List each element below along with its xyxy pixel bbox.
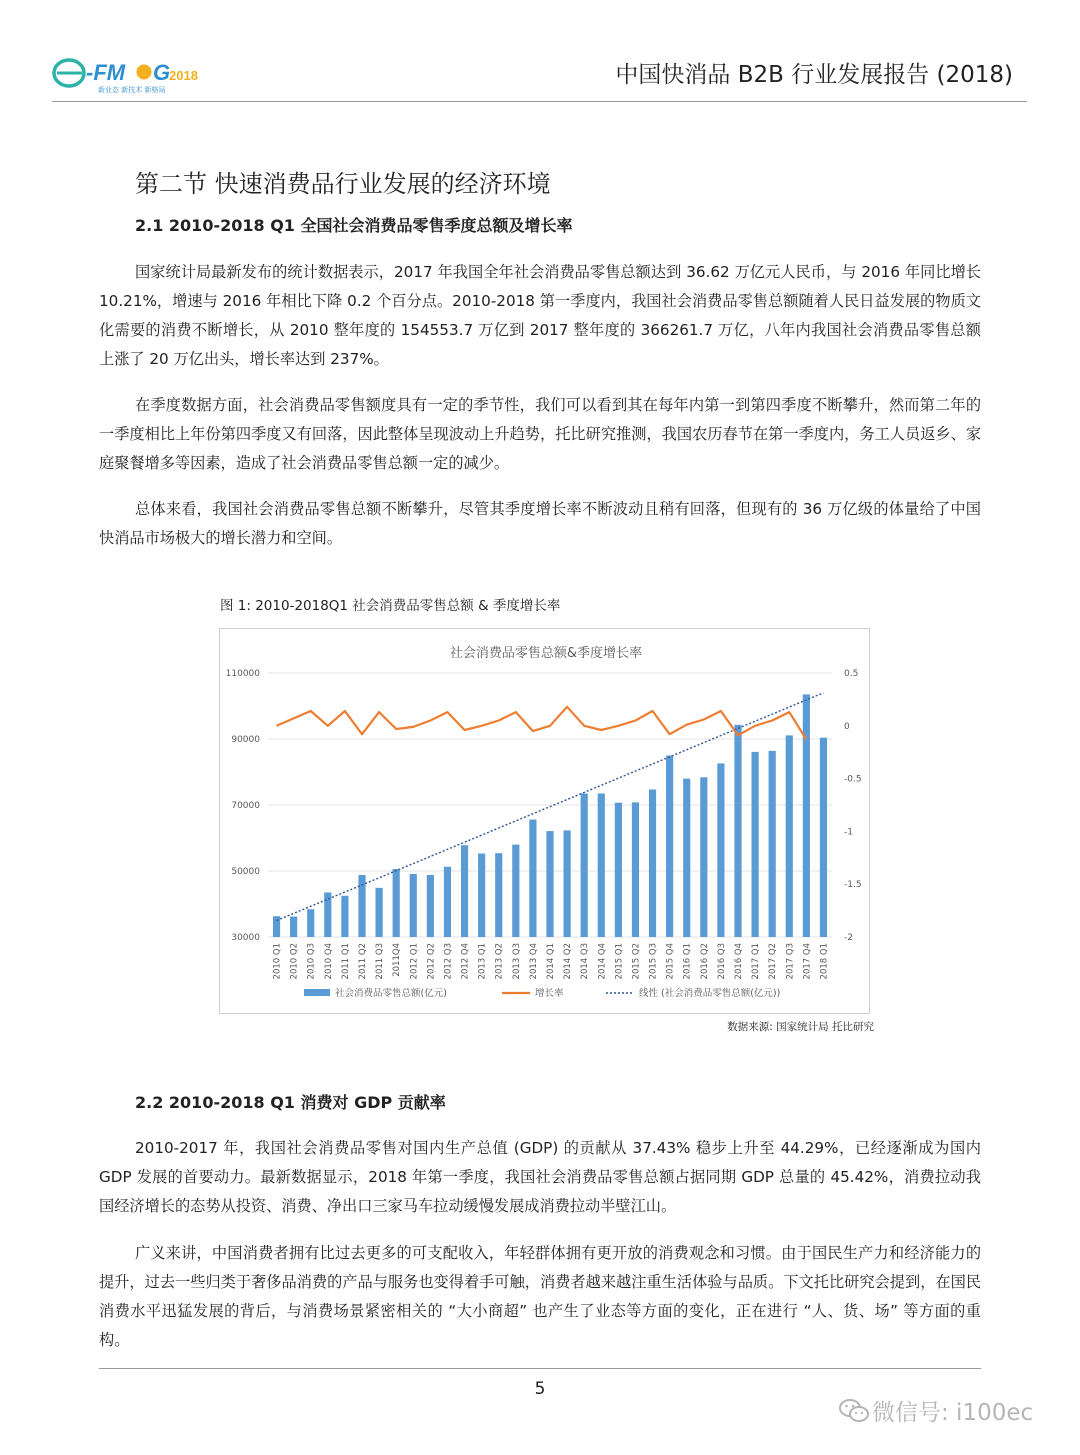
- legend-bar-label: 社会消费品零售总额(亿元): [335, 988, 447, 999]
- chart-title: 社会消费品零售总额&季度增长率: [449, 646, 643, 661]
- growth-rate-line: [277, 707, 807, 740]
- y-left-tick-label: 30000: [231, 933, 260, 943]
- bar: [427, 875, 434, 937]
- y-right-tick-label: -1.5: [844, 880, 862, 891]
- paragraph-2: 在季度数据方面，社会消费品零售额度具有一定的季节性，我们可以看到其在每年内第一到第四季度不断攀升，然而第二年的一季度相比上年份第四季度又有回落，因此整体呈现波动上升趋势，托比研究推测，我国农历春节在第一季度内，务工人员返乡、家庭聚餐增多等因素，造成了社会消费品零售总额一定的减少。: [99, 396, 981, 472]
- x-tick-label: 2015 Q2: [631, 943, 642, 980]
- x-tick-label: 2017 Q2: [768, 943, 779, 980]
- bar: [752, 752, 759, 937]
- bar: [649, 789, 656, 937]
- x-tick-label: 2012 Q2: [426, 943, 437, 980]
- report-title: 中国快消品 B2B 行业发展报告 (2018): [615, 62, 1013, 88]
- bar: [410, 874, 417, 937]
- paragraph-1: 国家统计局最新发布的统计数据表示，2017 年我国全年社会消费品零售总额达到 36.62 万亿元人民币，与 2016 年同比增长 10.21%，增速与 2016 年相比下降 0.2 个百分点。2010-2018 第一季度内，我国社会消费品零售总额随着人民日益发展的物质文化需要的消费不断增长，从 2010 整年度的 154553.7 万亿到 2017 整年度的 366261.7 万亿，八年内我国社会消费品零售总额上涨了 20 万亿出头，增长率达到 237%。: [99, 263, 981, 368]
- paragraph-4: 2010-2017 年，我国社会消费品零售对国内生产总值 (GDP) 的贡献从 37.43% 稳步上升至 44.29%，已经逐渐成为国内 GDP 发展的首要动力。最新数据显示，2018 年第一季度，我国社会消费品零售总额占据同期 GDP 总量的 45.42%，消费拉动我国经济增长的态势从投资、消费、净出口三家马车拉动缓慢发展成消费拉动半壁江山。: [99, 1139, 981, 1215]
- x-tick-label: 2016 Q4: [734, 943, 744, 980]
- bar: [598, 793, 605, 937]
- y-right-tick-label: 0: [844, 721, 850, 732]
- x-tick-label: 2010 Q1: [272, 943, 283, 980]
- bar: [769, 751, 776, 937]
- x-tick-label: 2015 Q1: [614, 943, 625, 980]
- y-right-tick-label: -1: [844, 827, 853, 838]
- bar: [734, 725, 741, 937]
- x-tick-label: 2012 Q1: [409, 943, 420, 980]
- bar: [444, 867, 451, 937]
- x-tick-label: 2015 Q3: [648, 943, 659, 980]
- x-tick-label: 2014 Q1: [546, 943, 556, 980]
- wechat-icon: [838, 1397, 870, 1425]
- bar: [512, 845, 519, 937]
- bar: [461, 845, 468, 937]
- bar: [564, 830, 571, 937]
- x-tick-label: 2011 Q2: [358, 943, 368, 980]
- footer-divider: [99, 1368, 981, 1369]
- x-tick-label: 2011Q4: [392, 943, 403, 977]
- bar: [273, 916, 280, 937]
- x-tick-label: 2017 Q1: [751, 943, 762, 980]
- x-tick-label: 2015 Q4: [665, 943, 676, 980]
- subsection-title-2-2: 2.2 2010-2018 Q1 消费对 GDP 贡献率: [135, 1093, 446, 1112]
- x-tick-label: 2012 Q3: [443, 943, 454, 980]
- paragraph-5: 广义来讲，中国消费者拥有比过去更多的可支配收入，年轻群体拥有更开放的消费观念和习惯。由于国民生产力和经济能力的提升，过去一些归类于奢侈品消费的产品与服务也变得着手可触，消费者越来越注重生活体验与品质。下文托比研究会提到，在国民消费水平迅猛发展的背后，与消费场景紧密相关的 “大小商超” 也产生了业态等方面的变化，正在进行 “人、货、场” 等方面的重构。: [99, 1244, 981, 1349]
- page-number: 5: [534, 1379, 546, 1399]
- paragraph-3: 总体来看，我国社会消费品零售总额不断攀升，尽管其季度增长率不断波动且稍有回落，但现有的 36 万亿级的体量给了中国快消品市场极大的增长潜力和空间。: [99, 500, 981, 547]
- bar: [820, 738, 827, 937]
- x-tick-label: 2016 Q2: [699, 943, 710, 980]
- bar: [786, 735, 793, 937]
- legend-trend-label: 线性 (社会消费品零售总额(亿元)): [639, 988, 781, 999]
- legend-line-label: 增长率: [535, 988, 564, 999]
- bar: [546, 831, 553, 937]
- bar: [615, 803, 622, 937]
- x-tick-label: 2010 Q3: [306, 943, 317, 980]
- y-right-tick-label: -0.5: [844, 774, 862, 785]
- efmcg-logo: [52, 50, 212, 96]
- figure-caption: 图 1: 2010-2018Q1 社会消费品零售总额 & 季度增长率: [220, 598, 561, 614]
- bar: [581, 793, 588, 937]
- bar: [341, 896, 348, 937]
- bar: [700, 777, 707, 937]
- x-tick-label: 2013 Q1: [477, 943, 488, 980]
- page-header: [52, 48, 1027, 102]
- bar: [803, 694, 810, 937]
- subsection-title-2-1: 2.1 2010-2018 Q1 全国社会消费品零售季度总额及增长率: [135, 216, 573, 235]
- x-tick-label: 2016 Q1: [682, 943, 693, 980]
- x-tick-label: 2014 Q4: [597, 943, 608, 980]
- y-right-tick-label: 0.5: [844, 669, 859, 679]
- retail-sales-chart: [219, 628, 870, 1014]
- y-left-tick-label: 70000: [231, 801, 260, 811]
- bar: [529, 820, 536, 937]
- bar: [495, 853, 502, 937]
- x-tick-label: 2018 Q1: [819, 943, 830, 980]
- bar: [290, 917, 297, 937]
- x-tick-label: 2014 Q3: [580, 943, 591, 980]
- y-left-tick-label: 110000: [225, 669, 260, 679]
- svg-text:-FM: -FM: [86, 60, 126, 85]
- x-tick-label: 2016 Q3: [716, 943, 727, 980]
- x-tick-label: 2013 Q4: [528, 943, 539, 980]
- bar: [717, 763, 724, 937]
- svg-text:新业态 新技术 新格局: 新业态 新技术 新格局: [98, 86, 166, 94]
- x-tick-label: 2013 Q3: [511, 943, 522, 980]
- y-right-tick-label: -2: [844, 933, 853, 943]
- legend-bar-swatch: [304, 989, 330, 996]
- bar: [632, 802, 639, 937]
- x-tick-label: 2017 Q4: [802, 943, 813, 980]
- bar: [324, 892, 331, 937]
- y-left-tick-label: 50000: [231, 867, 260, 877]
- bar: [478, 854, 485, 937]
- x-tick-label: 2012 Q4: [460, 943, 471, 980]
- section-title: 第二节 快速消费品行业发展的经济环境: [135, 170, 551, 198]
- x-tick-label: 2014 Q2: [563, 943, 574, 980]
- x-tick-label: 2013 Q2: [494, 943, 505, 980]
- svg-text:2018: 2018: [169, 68, 198, 83]
- watermark-text: 微信号: i100ec: [872, 1400, 1034, 1426]
- wechat-watermark: [838, 1394, 1033, 1424]
- x-tick-label: 2011 Q3: [375, 943, 386, 980]
- bar: [376, 888, 383, 937]
- svg-text:G: G: [153, 60, 171, 85]
- bar: [683, 779, 690, 937]
- bar: [393, 869, 400, 937]
- x-tick-label: 2010 Q4: [323, 943, 334, 980]
- x-tick-label: 2010 Q2: [289, 943, 300, 980]
- data-source: 数据来源: 国家统计局 托比研究: [727, 1021, 874, 1033]
- bar: [307, 909, 314, 937]
- x-tick-label: 2011 Q1: [340, 943, 351, 980]
- bar: [666, 756, 673, 938]
- y-left-tick-label: 90000: [231, 735, 260, 745]
- x-tick-label: 2017 Q3: [785, 943, 796, 980]
- chart-svg: [220, 629, 871, 1015]
